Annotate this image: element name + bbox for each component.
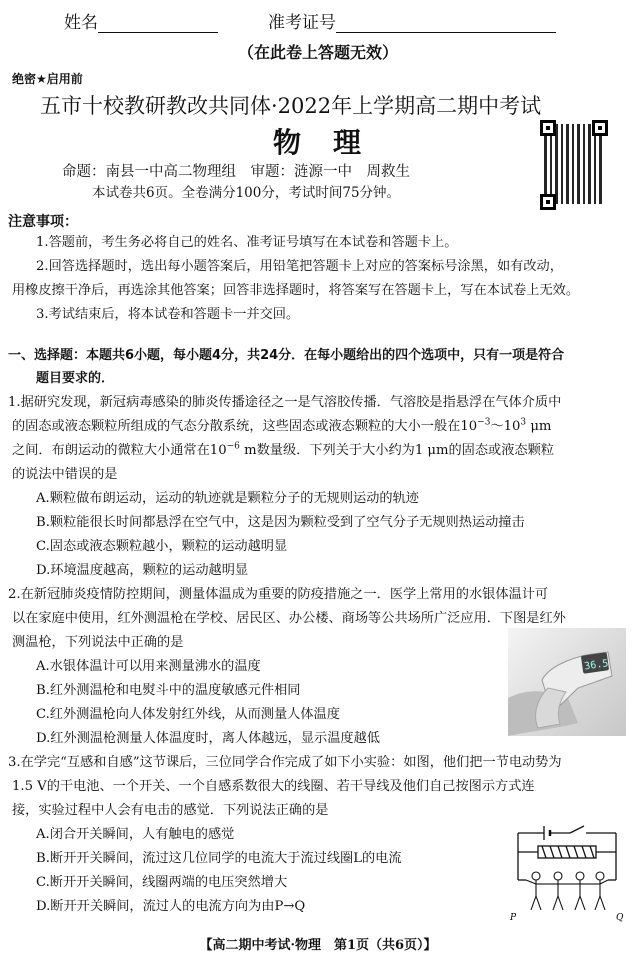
paper-info: 本试卷共6页。全卷满分100分，考试时间75分钟。 <box>92 185 401 201</box>
infrared-thermometer-icon <box>508 628 626 736</box>
exam-id-blank[interactable] <box>336 16 556 33</box>
q2-option-b[interactable]: B.红外测温枪和电熨斗中的温度敏感元件相同 <box>36 683 301 698</box>
note-2: 2.回答选择题时，选出每小题答案后，用铅笔把答题卡上对应的答案标号涂黑，如有改动， <box>36 259 563 274</box>
q1-stem-4: 的说法中错误的是 <box>12 467 118 482</box>
note-3: 3.考试结束后，将本试卷和答题卡一并交回。 <box>36 307 300 322</box>
q3-option-c[interactable]: C.断开开关瞬间，线圈两端的电压突然增大 <box>36 875 288 890</box>
qr-finder-tl <box>540 120 556 136</box>
q1-option-a[interactable]: A.颗粒做布朗运动，运动的轨迹就是颗粒分子的无规则运动的轨迹 <box>36 491 419 506</box>
name-field <box>64 8 218 33</box>
qr-code <box>536 118 612 214</box>
qr-finder-bl <box>540 194 556 210</box>
qr-modules <box>544 124 602 204</box>
q1-stem-3: 之间．布朗运动的微粒大小通常在$10^{-6}$ m数量级．下列关于大小约为1 μm的固态或液态颗粒 <box>12 441 554 458</box>
page-footer: 【高二期中考试·物理 第1页（共6页）】 <box>199 938 437 953</box>
section-title: 一、选择题：本题共6小题，每小题4分，共24分．在每小题给出的四个选项中，只有一项是符合 <box>8 348 565 363</box>
q1-option-b[interactable]: B.颗粒能很长时间都悬浮在空气中，这是因为颗粒受到了空气分子无规则热运动撞击 <box>36 515 525 530</box>
qr-finder-tr <box>592 120 608 136</box>
q2-stem-2: 以在家庭中使用，红外测温枪在学校、居民区、办公楼、商场等公共场所广泛应用．下图是红外 <box>12 611 566 626</box>
note-1: 1.答题前，考生务必将自己的姓名、准考证号填写在本试卷和答题卡上。 <box>36 235 458 250</box>
circuit-diagram <box>508 818 626 924</box>
name-label: 姓名 <box>64 13 98 33</box>
point-p-label: P <box>510 913 517 923</box>
q2-option-a[interactable]: A.水银体温计可以用来测量沸水的温度 <box>36 659 261 674</box>
q2-stem-1: 2.在新冠肺炎疫情防控期间，测量体温成为重要的防疫措施之一．医学上常用的水银体温计可 <box>8 587 549 602</box>
q3-option-d[interactable]: D.断开开关瞬间，流过人的电流方向为由P→Q <box>36 899 306 914</box>
q2-stem-3: 测温枪，下列说法中正确的是 <box>12 635 184 650</box>
exam-id-label: 准考证号 <box>268 13 336 33</box>
name-blank[interactable] <box>98 16 218 33</box>
people-figures <box>526 872 608 910</box>
thermometer-photo <box>508 628 626 736</box>
thermometer-display: 36.5 <box>583 658 610 673</box>
point-q-label: Q <box>616 913 624 923</box>
q3-stem-1: 3.在学完“互感和自感”这节课后，三位同学合作完成了如下小实验：如图，他们把一节电动势为 <box>8 755 562 770</box>
q3-option-b[interactable]: B.断开开关瞬间，流过这几位同学的电流大于流过线圈L的电流 <box>36 851 402 866</box>
q1-option-c[interactable]: C.固态或液态颗粒越小，颗粒的运动越明显 <box>36 539 288 554</box>
switch-lever <box>570 826 584 833</box>
q1-stem-2: 的固态或液态颗粒所组成的气态分散系统，这些固态或液态颗粒的大小一般在$10^{-3}\sim 10^3$ μm <box>12 417 552 434</box>
subject-title: 物 理 <box>272 126 363 159</box>
q3-option-a[interactable]: A.闭合开关瞬间，人有触电的感觉 <box>36 827 235 842</box>
section-title-cont: 题目要求的． <box>36 371 115 386</box>
authors-line: 命题：南县一中高二物理组 审题：涟源一中 周救生 <box>62 164 410 180</box>
q2-option-c[interactable]: C.红外测温枪向人体发射红外线，从而测量人体温度 <box>36 707 340 722</box>
q1-stem-1: 1.据研究发现，新冠病毒感染的肺炎传播途径之一是气溶胶传播．气溶胶是指悬浮在气体介质中 <box>8 395 562 410</box>
exam-title: 五市十校教研教改共同体·2022年上学期高二期中考试 <box>40 94 542 118</box>
answer-notice: （在此卷上答题无效） <box>237 43 398 62</box>
q2-option-d[interactable]: D.红外测温枪测量人体温度时，离人体越远，显示温度越低 <box>36 731 380 746</box>
notes-heading: 注意事项： <box>8 214 78 230</box>
coil-windings <box>542 846 594 858</box>
q3-stem-2: 1.5 V的干电池、一个开关、一个自感系数很大的线圈、若干导线及他们自己按图示方式连 <box>12 779 535 794</box>
note-2-cont: 用橡皮擦干净后，再选涂其他答案；回答非选择题时，将答案写在答题卡上，写在本试卷上无效。 <box>12 283 580 298</box>
q1-option-d[interactable]: D.环境温度越高，颗粒的运动越明显 <box>36 563 249 578</box>
exam-id-field <box>268 8 556 33</box>
q3-stem-3: 接，实验过程中人会有电击的感觉．下列说法正确的是 <box>12 803 329 818</box>
secret-mark: 绝密★启用前 <box>12 72 83 86</box>
